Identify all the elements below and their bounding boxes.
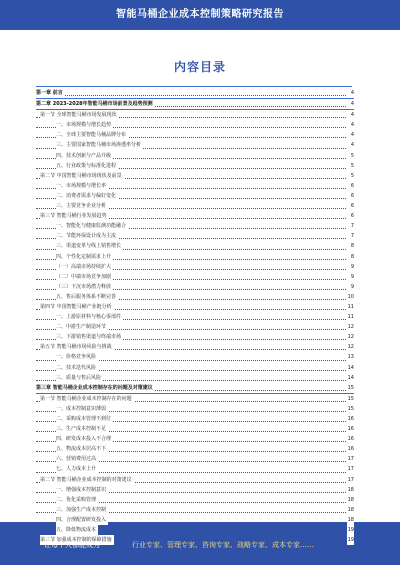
toc-page-number: 14 bbox=[347, 373, 354, 383]
toc-entry[interactable] bbox=[36, 181, 354, 191]
toc-page-number: 11 bbox=[347, 312, 354, 322]
toc-entry-text: （一）高端市场持续扩大 bbox=[56, 262, 113, 272]
toc-entry-text: 第一节 全球智能马桶市场发展现状 bbox=[40, 110, 119, 120]
toc-page-number: 18 bbox=[347, 485, 354, 495]
toc-entry[interactable] bbox=[36, 373, 354, 383]
toc-entry-text: 四、个性化定制需求上升 bbox=[56, 252, 113, 262]
toc-entry[interactable] bbox=[36, 332, 354, 342]
toc-page-number: 6 bbox=[350, 191, 354, 201]
toc-page-number: 19 bbox=[347, 535, 354, 545]
toc-page-number: 12 bbox=[347, 332, 354, 342]
toc-entry-text: 三、主要竞争企业分析 bbox=[56, 201, 108, 211]
footer-roles: 行业专家、管理专家、咨询专家、战略专家、成本专家…… bbox=[132, 541, 314, 549]
toc-page-number: 5 bbox=[350, 171, 354, 181]
toc-entry[interactable] bbox=[36, 231, 354, 241]
toc-entry-text: 二、优化采购管理 bbox=[56, 495, 98, 505]
toc-entry-text: 二、采购成本管理不到位 bbox=[56, 414, 113, 424]
toc-entry[interactable] bbox=[36, 262, 354, 272]
toc-entry[interactable] bbox=[36, 352, 354, 362]
toc-entry[interactable] bbox=[36, 151, 354, 161]
toc-entry[interactable] bbox=[36, 505, 354, 515]
toc-entry[interactable] bbox=[36, 363, 354, 373]
toc-page-number: 15 bbox=[347, 394, 354, 404]
toc-entry-text: 三、生产成本控制不足 bbox=[56, 424, 108, 434]
toc-entry[interactable] bbox=[36, 201, 354, 211]
toc-entry-text: 一、市场规模与增长率 bbox=[56, 181, 108, 191]
toc-entry-text: 一、上游原材料与核心零部件 bbox=[56, 312, 123, 322]
toc-page-number: 18 bbox=[347, 515, 354, 525]
toc-entry[interactable] bbox=[36, 383, 354, 394]
toc-page-number: 11 bbox=[347, 302, 354, 312]
toc-entry[interactable] bbox=[36, 485, 354, 495]
toc-entry-text: 二、消费者需求与偏好变化 bbox=[56, 191, 118, 201]
toc-entry[interactable] bbox=[36, 322, 354, 332]
toc-page-number: 18 bbox=[347, 495, 354, 505]
toc-page-number: 9 bbox=[350, 272, 354, 282]
toc-entry[interactable] bbox=[36, 312, 354, 322]
toc-page-number: 13 bbox=[347, 352, 354, 362]
toc-entry[interactable] bbox=[36, 221, 354, 231]
toc-page-number: 4 bbox=[350, 120, 354, 130]
toc-entry[interactable] bbox=[36, 475, 354, 485]
toc-entry[interactable] bbox=[36, 120, 354, 130]
toc-page-number: 10 bbox=[347, 292, 354, 302]
toc-entry-text: 二、中游生产制造环节 bbox=[56, 322, 108, 332]
toc-entry-text: 一、增强成本控制意识 bbox=[56, 485, 108, 495]
toc-page-number: 17 bbox=[347, 475, 354, 485]
report-header-bar bbox=[0, 0, 400, 30]
toc-entry-text: 四、合理配置研发投入 bbox=[56, 515, 108, 525]
toc-entry-text: 第一节 智能马桶企业成本控制存在的问题 bbox=[40, 394, 134, 404]
toc-page-number: 6 bbox=[350, 211, 354, 221]
toc-entry[interactable] bbox=[36, 434, 354, 444]
toc-entry-text: 一、价格竞争风险 bbox=[56, 352, 98, 362]
toc-page-number: 4 bbox=[350, 110, 354, 120]
toc-entry-text: 一、成本控制意识薄弱 bbox=[56, 404, 108, 414]
toc-entry-text: 四、技术创新与产品升级 bbox=[56, 151, 113, 161]
toc-entry-text: 二、节能环保设计成为主流 bbox=[56, 231, 118, 241]
toc-entry[interactable] bbox=[36, 241, 354, 251]
toc-entry[interactable] bbox=[36, 444, 354, 454]
toc-entry-text: 第二节 中国智能马桶市场现状及前景 bbox=[40, 171, 124, 181]
toc-page-number: 17 bbox=[347, 464, 354, 474]
toc-entry[interactable] bbox=[36, 171, 354, 181]
toc-page-number: 16 bbox=[347, 444, 354, 454]
toc-page-number: 12 bbox=[347, 322, 354, 332]
toc-entry[interactable] bbox=[36, 99, 354, 110]
toc-page-number: 5 bbox=[350, 161, 354, 171]
toc-entry-text: 五、售后服务体系不断完善 bbox=[56, 292, 118, 302]
toc-entry[interactable] bbox=[36, 302, 354, 312]
toc-entry[interactable] bbox=[36, 292, 354, 302]
toc-entry[interactable] bbox=[36, 191, 354, 201]
toc-entry-text: 一、智能化与健康监测功能融合 bbox=[56, 221, 128, 231]
toc-entry[interactable] bbox=[36, 161, 354, 171]
toc-entry[interactable] bbox=[36, 88, 354, 99]
toc-page-number: 12 bbox=[347, 342, 354, 352]
toc-page-number: 9 bbox=[350, 262, 354, 272]
toc-entry[interactable] bbox=[36, 404, 354, 414]
toc-entry[interactable] bbox=[36, 414, 354, 424]
toc-page-number: 19 bbox=[347, 525, 354, 535]
toc-entry-text: 第三章 智能马桶企业成本控制存在的问题及对策建议 bbox=[36, 383, 155, 393]
toc-entry-text: 六、营销费用过高 bbox=[56, 454, 98, 464]
toc-entry[interactable] bbox=[36, 130, 354, 140]
toc-entry-text: 三、渠道变革与线上销售增长 bbox=[56, 241, 123, 251]
toc-page-number: 4 bbox=[350, 140, 354, 150]
toc-entry-text: 第三节 加强成本控制的保障措施 bbox=[40, 535, 114, 545]
toc-page-number: 17 bbox=[347, 454, 354, 464]
table-of-contents bbox=[36, 88, 354, 545]
toc-entry[interactable] bbox=[36, 211, 354, 221]
toc-page-number: 15 bbox=[347, 383, 354, 393]
toc-entry-text: 第一章 前言 bbox=[36, 88, 65, 98]
toc-entry-text: 三、加强生产成本控制 bbox=[56, 505, 108, 515]
toc-page-number: 7 bbox=[350, 231, 354, 241]
toc-page-number: 5 bbox=[350, 151, 354, 161]
toc-page-number: 9 bbox=[350, 282, 354, 292]
report-title: 智能马桶企业成本控制策略研究报告 bbox=[116, 9, 284, 20]
toc-page-number: 6 bbox=[350, 181, 354, 191]
toc-entry[interactable] bbox=[36, 272, 354, 282]
toc-page-number: 4 bbox=[350, 130, 354, 140]
toc-entry-text: 第二节 智能马桶企业成本控制的对策建议 bbox=[40, 475, 134, 485]
toc-entry[interactable] bbox=[36, 282, 354, 292]
toc-page-number: 15 bbox=[347, 404, 354, 414]
toc-entry[interactable] bbox=[36, 110, 354, 120]
toc-entry[interactable] bbox=[36, 252, 354, 262]
toc-title: 内容目录 bbox=[173, 60, 226, 74]
toc-page-number: 6 bbox=[350, 201, 354, 211]
toc-entry[interactable] bbox=[36, 424, 354, 434]
toc-leader-dots bbox=[36, 95, 346, 96]
toc-page-number: 7 bbox=[350, 221, 354, 231]
toc-entry-text: 五、物流成本居高不下 bbox=[56, 444, 108, 454]
toc-entry[interactable] bbox=[36, 342, 354, 352]
toc-entry-text: 三、下游销售渠道与终端市场 bbox=[56, 332, 123, 342]
toc-entry-text: （三）下沉市场潜力释放 bbox=[56, 282, 113, 292]
toc-entry-text: 三、主要国家智能马桶市场渗透率分析 bbox=[56, 140, 143, 150]
toc-entry-text: （二）中端市场竞争加剧 bbox=[56, 272, 113, 282]
toc-entry-text: 五、降低物流成本 bbox=[56, 525, 98, 535]
toc-page-number: 18 bbox=[347, 505, 354, 515]
toc-entry-text: 第五节 智能马桶市场风险与挑战 bbox=[40, 342, 114, 352]
toc-page-number: 4 bbox=[350, 88, 354, 98]
toc-entry[interactable] bbox=[36, 495, 354, 505]
toc-entry-text: 第三节 智能马桶行业发展趋势 bbox=[40, 211, 109, 221]
toc-entry-text: 第二章 2023-2028年智能马桶市场前景及趋势预测 bbox=[36, 99, 155, 109]
toc-entry[interactable] bbox=[36, 140, 354, 150]
toc-entry-text: 七、人力成本上升 bbox=[56, 464, 98, 474]
toc-page-number: 16 bbox=[347, 424, 354, 434]
toc-page-number: 4 bbox=[350, 99, 354, 109]
toc-entry[interactable] bbox=[36, 464, 354, 474]
toc-entry-text: 二、技术迭代风险 bbox=[56, 363, 98, 373]
toc-entry[interactable] bbox=[36, 454, 354, 464]
toc-entry[interactable] bbox=[36, 394, 354, 404]
toc-entry-text: 二、全球主要智能马桶品牌分布 bbox=[56, 130, 128, 140]
toc-entry-text: 三、质量与售后风险 bbox=[56, 373, 103, 383]
toc-page-number: 14 bbox=[347, 363, 354, 373]
toc-page-number: 16 bbox=[347, 414, 354, 424]
toc-page-number: 8 bbox=[350, 252, 354, 262]
toc-top-rule bbox=[36, 86, 352, 87]
toc-entry-text: 四、研发成本投入不合理 bbox=[56, 434, 113, 444]
toc-entry-text: 五、行业政策与标准化进程 bbox=[56, 161, 118, 171]
toc-entry-text: 一、市场规模与增长趋势 bbox=[56, 120, 113, 130]
toc-entry-text: 第四节 中国智能马桶产业链分析 bbox=[40, 302, 114, 312]
toc-page-number: 8 bbox=[350, 241, 354, 251]
toc-page-number: 16 bbox=[347, 434, 354, 444]
